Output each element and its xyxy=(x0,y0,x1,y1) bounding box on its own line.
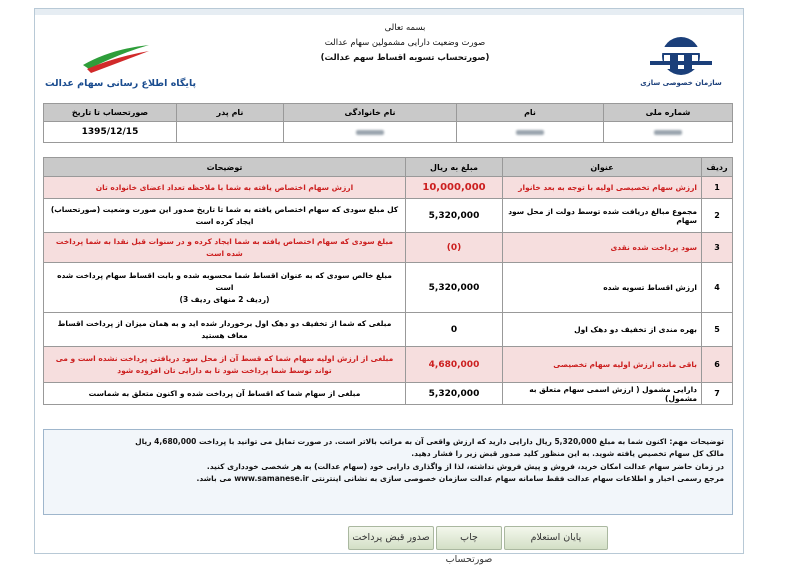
row-title: باقی مانده ارزش اولیه سهام تخصیصی xyxy=(503,347,702,383)
edalat-portal-logo xyxy=(45,43,197,91)
redacted-mark xyxy=(356,130,384,135)
row-title: ارزش سهام تخصیصی اولیه با توجه به بعد خانوار xyxy=(503,177,702,199)
info-date-value: 1395/12/15 xyxy=(44,122,177,143)
statement-frame xyxy=(34,8,744,554)
redacted-mark xyxy=(654,130,682,135)
row-amount: 0 xyxy=(406,313,503,347)
info-header-father-name: نام پدر xyxy=(177,104,284,122)
note-line-1: توضیحات مهم: اکنون شما به مبلغ 5,320,000 ریال دارایی دارید که ارزش واقعی آن به مراتب بالاتر است. در صورت تمایل می توانید با پرداخت 4,680,000 ریال xyxy=(135,437,724,446)
redacted-mark xyxy=(516,130,544,135)
row-title: سود پرداخت شده نقدی xyxy=(503,233,702,263)
header-line-1: بسمه تعالی xyxy=(384,23,426,33)
col-header-amount: مبلغ به ریال xyxy=(406,158,503,177)
table-row xyxy=(44,383,733,405)
row-amount: 5,320,000 xyxy=(406,383,503,405)
row-desc xyxy=(44,263,406,313)
row-desc: مبلغ سودی که سهام اختصاص یافته به شما ایجاد کرده و در سنوات قبل نقدا به شما پرداخت شده است xyxy=(44,233,406,263)
table-row xyxy=(44,313,733,347)
org-emblem-icon xyxy=(646,35,716,77)
row-amount: 10,000,000 xyxy=(406,177,503,199)
info-national-id-value xyxy=(604,122,733,143)
row-desc-note: (ردیف 2 منهای ردیف 3) xyxy=(179,294,270,304)
row-amount: 5,320,000 xyxy=(406,263,503,313)
top-band xyxy=(35,9,743,15)
issue-bill-button[interactable]: صدور قبض پرداخت xyxy=(348,526,434,550)
row-desc: مبلغی از سهام شما که اقساط آن پرداخت شده و اکنون متعلق به شماست xyxy=(44,383,406,405)
info-header-first-name: نام xyxy=(457,104,604,122)
note-line-4: مرجع رسمی اخبار و اطلاعات سهام عدالت فقط سامانه سهام عدالت سازمان خصوصی سازی به نشانی اینترنتی www.samanese.ir می باشد. xyxy=(196,474,724,484)
page-header xyxy=(255,21,555,66)
row-number: 3 xyxy=(702,233,733,263)
row-amount: 5,320,000 xyxy=(406,199,503,233)
info-header-last-name: نام خانوادگی xyxy=(284,104,457,122)
header-line-3: (صورتحساب تسویه اقساط سهم عدالت) xyxy=(320,53,490,63)
table-row xyxy=(44,263,733,313)
note-line-3: در زمان حاضر سهام عدالت امکان خرید، فروش و پیش فروش نداشته، لذا از واگذاری دارایی خود (سهام عدالت) به هر شخصی خودداری کنید. xyxy=(206,461,724,471)
row-desc: مبلغی از ارزش اولیه سهام شما که قسط آن از محل سود دریافتی پرداخت نشده است و می تواند توسط شما پرداخت شود تا به دارایی تان افزوده شود xyxy=(44,347,406,383)
table-row xyxy=(44,177,733,199)
row-title: بهره مندی از تخفیف دو دهک اول xyxy=(503,313,702,347)
row-number: 4 xyxy=(702,263,733,313)
flag-ribbon-icon xyxy=(81,43,151,73)
statement-table xyxy=(43,157,733,405)
statement-header-row xyxy=(44,158,733,177)
right-logo-caption: سازمان خصوصی سازی xyxy=(640,79,722,87)
row-title: دارایی مشمول ( ارزش اسمی سهام متعلق به مشمول) xyxy=(503,383,702,405)
table-row xyxy=(44,199,733,233)
info-header-national-id: شماره ملی xyxy=(604,104,733,122)
table-row xyxy=(44,233,733,263)
row-desc: کل مبلغ سودی که سهام اختصاص یافته به شما تا تاریخ صدور این صورت وضعیت (صورتحساب) ایجاد کرده است xyxy=(44,199,406,233)
col-header-title: عنوان xyxy=(503,158,702,177)
table-row xyxy=(44,347,733,383)
info-father-name-value xyxy=(177,122,284,143)
col-header-desc: توضیحات xyxy=(44,158,406,177)
end-inquiry-button[interactable]: پایان استعلام xyxy=(504,526,608,550)
row-number: 1 xyxy=(702,177,733,199)
info-header-row xyxy=(44,104,733,122)
row-number: 5 xyxy=(702,313,733,347)
info-last-name-value xyxy=(284,122,457,143)
personal-info-table xyxy=(43,103,733,143)
row-number: 7 xyxy=(702,383,733,405)
important-notes xyxy=(43,429,733,515)
row-amount: (0) xyxy=(406,233,503,263)
left-logo-caption: پایگاه اطلاع رسانی سهام عدالت xyxy=(45,78,197,89)
row-desc: مبلغی که شما از تخفیف دو دهک اول برخوردار شده اید و به همان میزان از پرداخت اقساط معاف هستید xyxy=(44,313,406,347)
col-header-row: ردیف xyxy=(702,158,733,177)
row-number: 6 xyxy=(702,347,733,383)
action-buttons xyxy=(170,526,610,565)
row-desc: ارزش سهام اختصاص یافته به شما با ملاحظه تعداد اعضای خانواده تان xyxy=(44,177,406,199)
row-amount: 4,680,000 xyxy=(406,347,503,383)
info-first-name-value xyxy=(457,122,604,143)
privatization-org-logo xyxy=(633,35,729,95)
info-header-date: صورتحساب تا تاریخ xyxy=(44,104,177,122)
info-value-row xyxy=(44,122,733,143)
row-number: 2 xyxy=(702,199,733,233)
print-statement-button[interactable]: چاپ صورتحساب xyxy=(436,526,502,550)
row-title: مجموع مبالغ دریافت شده توسط دولت از محل سود سهام xyxy=(503,199,702,233)
header-line-2: صورت وضعیت دارایی مشمولین سهام عدالت xyxy=(324,38,486,48)
row-title: ارزش اقساط تسویه شده xyxy=(503,263,702,313)
row-desc-main: مبلغ خالص سودی که به عنوان اقساط شما محسوبه شده و بابت اقساط سهام پرداخت شده است xyxy=(57,270,392,292)
note-line-2: مالک کل سهام تخصیص یافته شوید. به این منظور کلید صدور قبض زیر را فشار دهید. xyxy=(411,449,724,459)
